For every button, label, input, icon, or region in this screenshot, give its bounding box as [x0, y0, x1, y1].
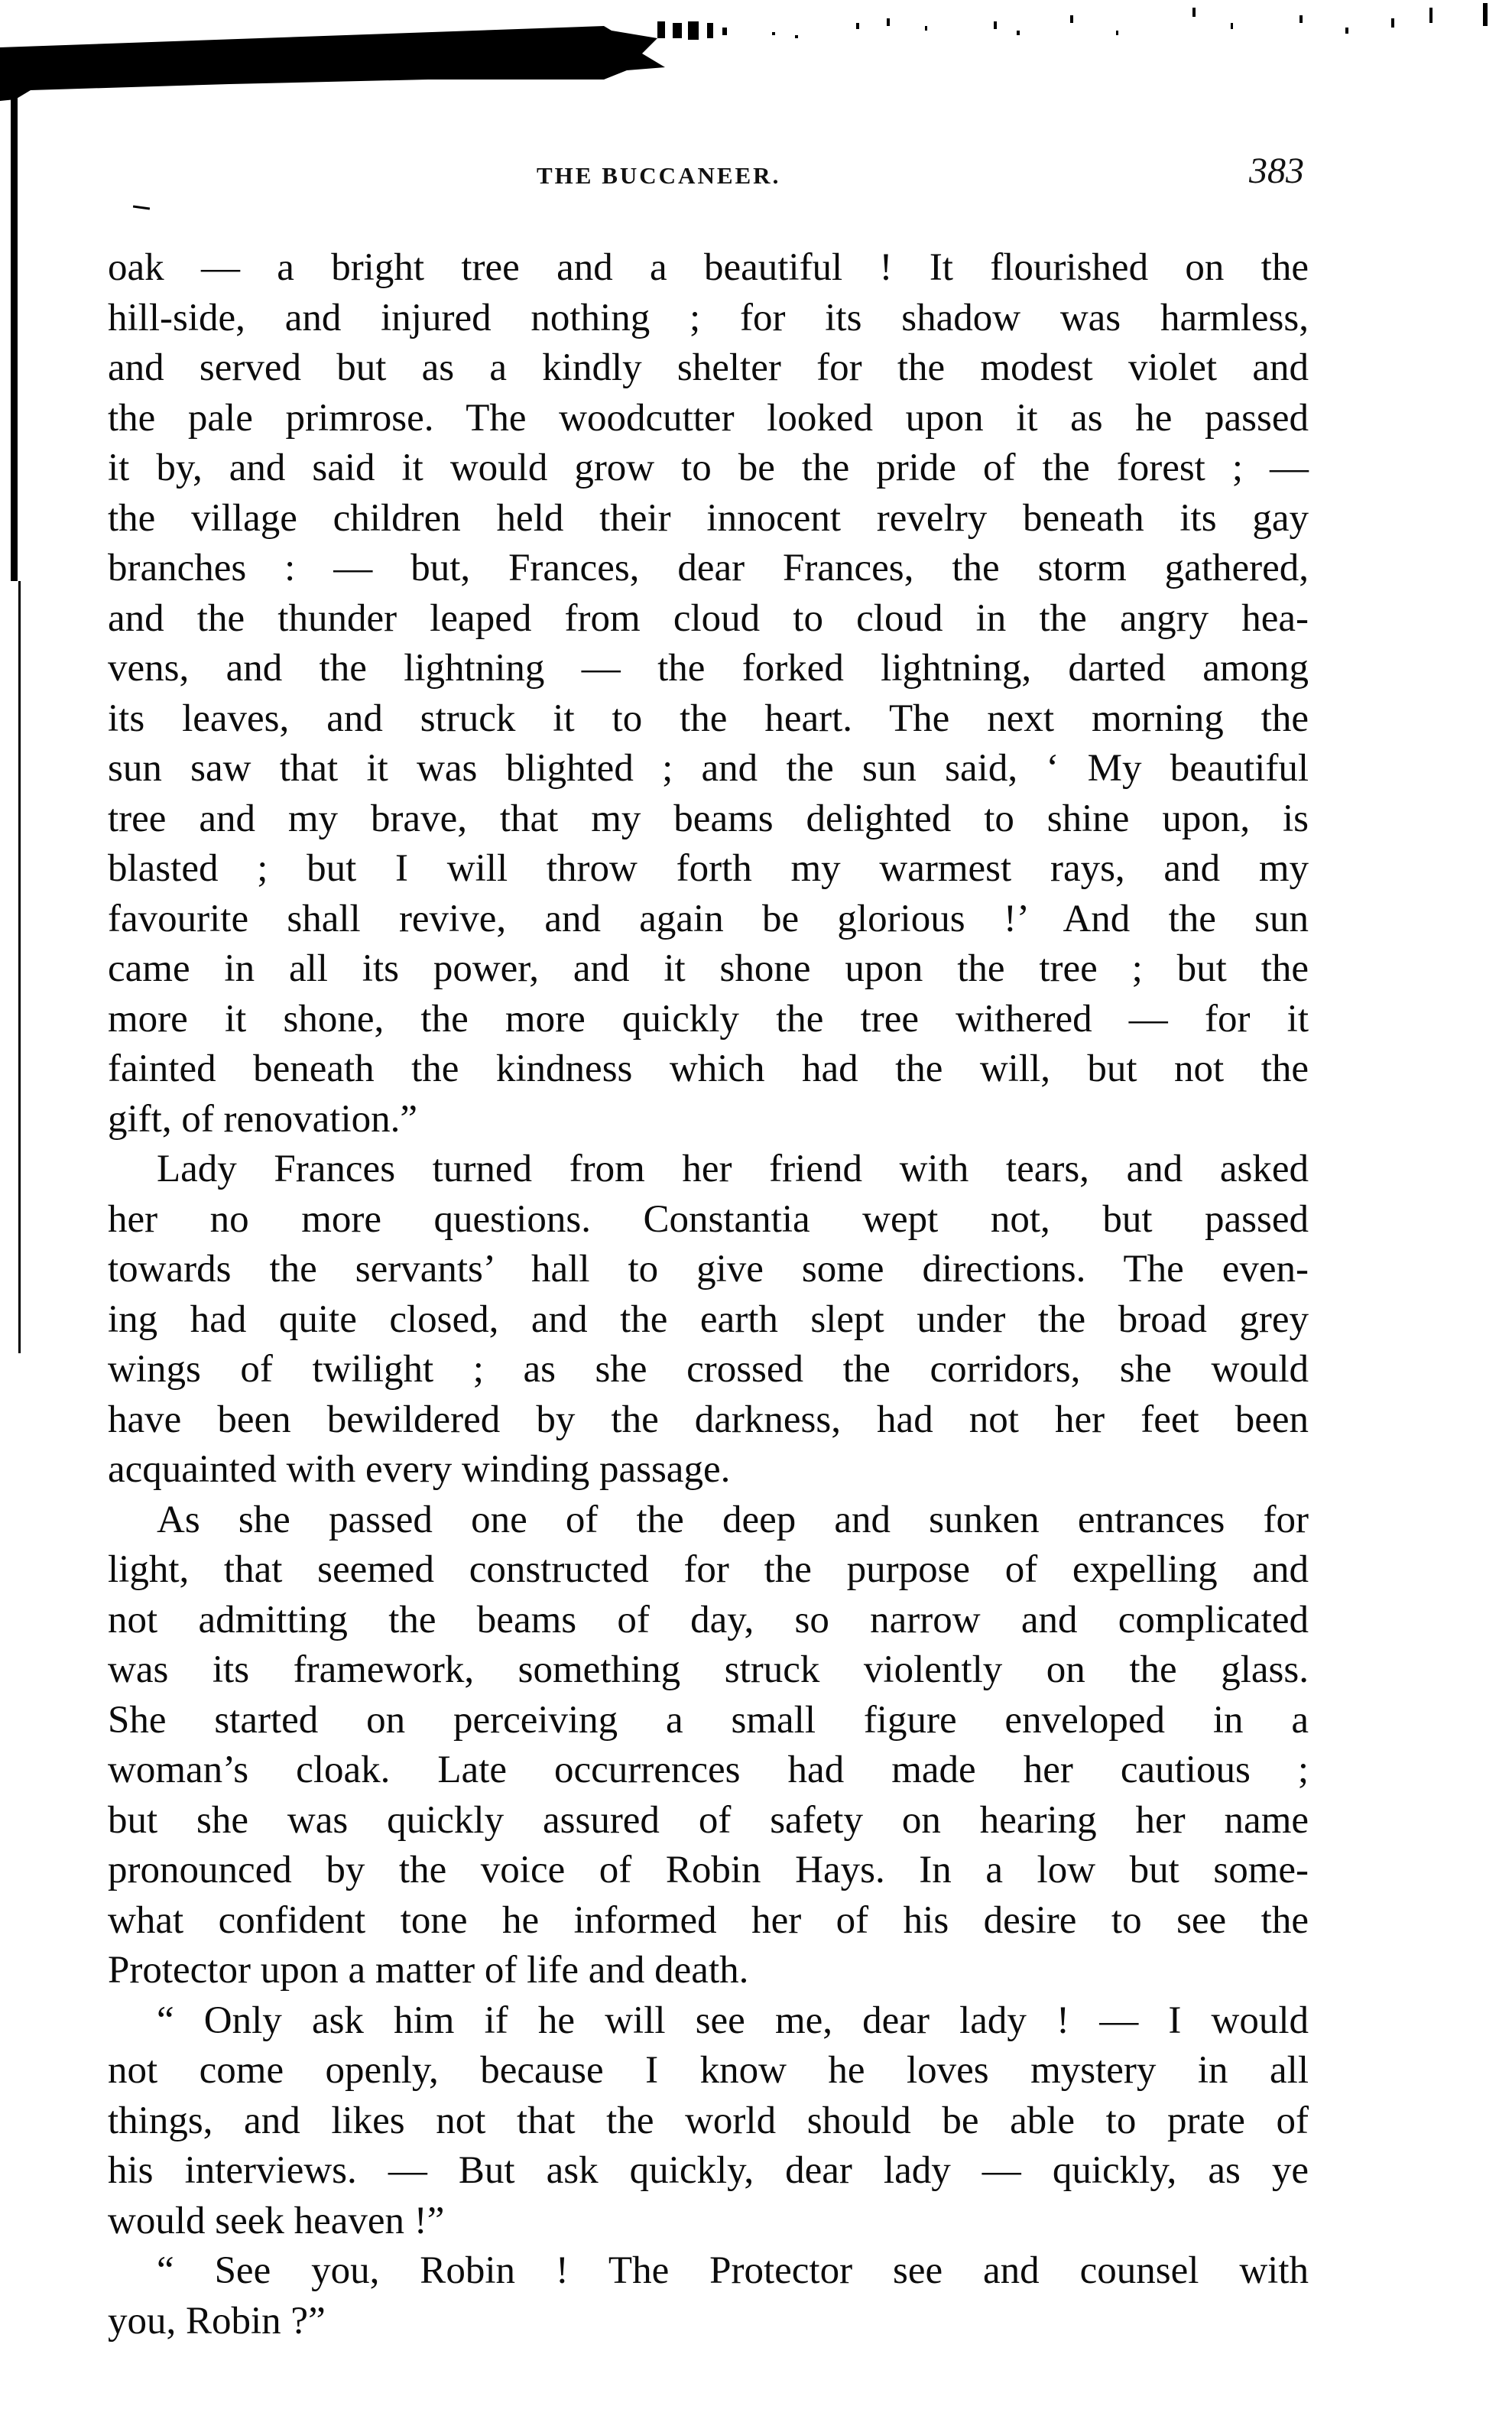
text-line: things, and likes not that the world should be able to prate of [108, 2099, 1309, 2142]
text-line: pronounced by the voice of Robin Hays. In a low but some- [108, 1849, 1309, 1891]
text-line: hill-side, and injured nothing ; for its shadow was harmless, [108, 296, 1309, 339]
running-head: THE BUCCANEER. [537, 162, 781, 189]
text-line: Lady Frances turned from her friend with tears, and asked [157, 1148, 1309, 1190]
text-line: have been bewildered by the darkness, had not her feet been [108, 1398, 1309, 1441]
text-line: you, Robin ?” [108, 2299, 326, 2343]
text-line: favourite shall revive, and again be glorious !’ And the sun [108, 897, 1309, 940]
text-line: and the thunder leaped from cloud to cloud in the angry hea- [108, 596, 1309, 640]
text-line: the village children held their innocent revelry beneath its gay [108, 496, 1309, 540]
text-line: acquainted with every winding passage. [108, 1448, 731, 1491]
text-line: his interviews. — But ask quickly, dear lady — quickly, as ye [108, 2149, 1309, 2192]
scan-edge-shadow [0, 0, 1512, 107]
scan-specks [657, 3, 1488, 40]
text-line: “ See you, Robin ! The Protector see and counsel with [157, 2249, 1309, 2292]
text-line: what confident tone he informed her of his desire to see the [108, 1898, 1309, 1942]
text-line: She started on perceiving a small figure enveloped in a [108, 1698, 1309, 1742]
text-line: vens, and the lightning — the forked lightning, darted among [108, 647, 1309, 690]
text-line: gift, of renovation.” [108, 1097, 418, 1141]
text-line: its leaves, and struck it to the heart. The next morning the [108, 696, 1309, 740]
text-line: blasted ; but I will throw forth my warmest rays, and my [108, 847, 1309, 890]
text-line: oak — a bright tree and a beautiful ! It flourished on the [108, 246, 1309, 289]
text-line: more it shone, the more quickly the tree withered — for it [108, 997, 1309, 1041]
text-line: her no more questions. Constantia wept not, but passed [108, 1197, 1309, 1241]
text-line: woman’s cloak. Late occurrences had made her cautious ; [108, 1748, 1309, 1791]
text-line: came in all its power, and it shone upon the tree ; but the [108, 947, 1309, 990]
text-line: ing had quite closed, and the earth slept under the broad grey [108, 1297, 1309, 1341]
text-line: fainted beneath the kindness which had the will, but not the [108, 1047, 1309, 1090]
text-line: light, that seemed constructed for the purpose of expelling and [108, 1548, 1309, 1591]
text-line: the pale primrose. The woodcutter looked upon it as he passed [108, 396, 1309, 440]
text-line: towards the servants’ hall to give some directions. The even- [108, 1248, 1309, 1291]
text-line: tree and my brave, that my beams delighted to shine upon, is [108, 797, 1309, 840]
text-line: it by, and said it would grow to be the pride of the forest ; — [108, 446, 1309, 489]
text-line: but she was quickly assured of safety on hearing her name [108, 1798, 1309, 1842]
body-text [108, 243, 1309, 2346]
text-line: not come openly, because I know he loves mystery in all [108, 2049, 1309, 2092]
text-line: would seek heaven !” [108, 2199, 445, 2242]
page-edge-rule [11, 92, 18, 581]
text-line: not admitting the beams of day, so narrow and complicated [108, 1598, 1309, 1641]
text-line: As she passed one of the deep and sunken entrances for [157, 1498, 1309, 1541]
text-line: “ Only ask him if he will see me, dear lady ! — I would [157, 1999, 1309, 2042]
text-line: wings of twilight ; as she crossed the corridors, she would [108, 1348, 1309, 1391]
page-number: 383 [1249, 151, 1304, 191]
text-line: Protector upon a matter of life and death. [108, 1949, 749, 1992]
text-line: and served but as a kindly shelter for the modest violet and [108, 346, 1309, 389]
page-edge-rule-thin [18, 581, 21, 1353]
text-line: branches : — but, Frances, dear Frances, the storm gathered, [108, 547, 1309, 589]
scan-dark-band [0, 26, 665, 101]
text-line: sun saw that it was blighted ; and the sun said, ‘ My beautiful [108, 747, 1309, 790]
printer-mark [133, 205, 150, 209]
text-line: was its framework, something struck violently on the glass. [108, 1648, 1309, 1691]
